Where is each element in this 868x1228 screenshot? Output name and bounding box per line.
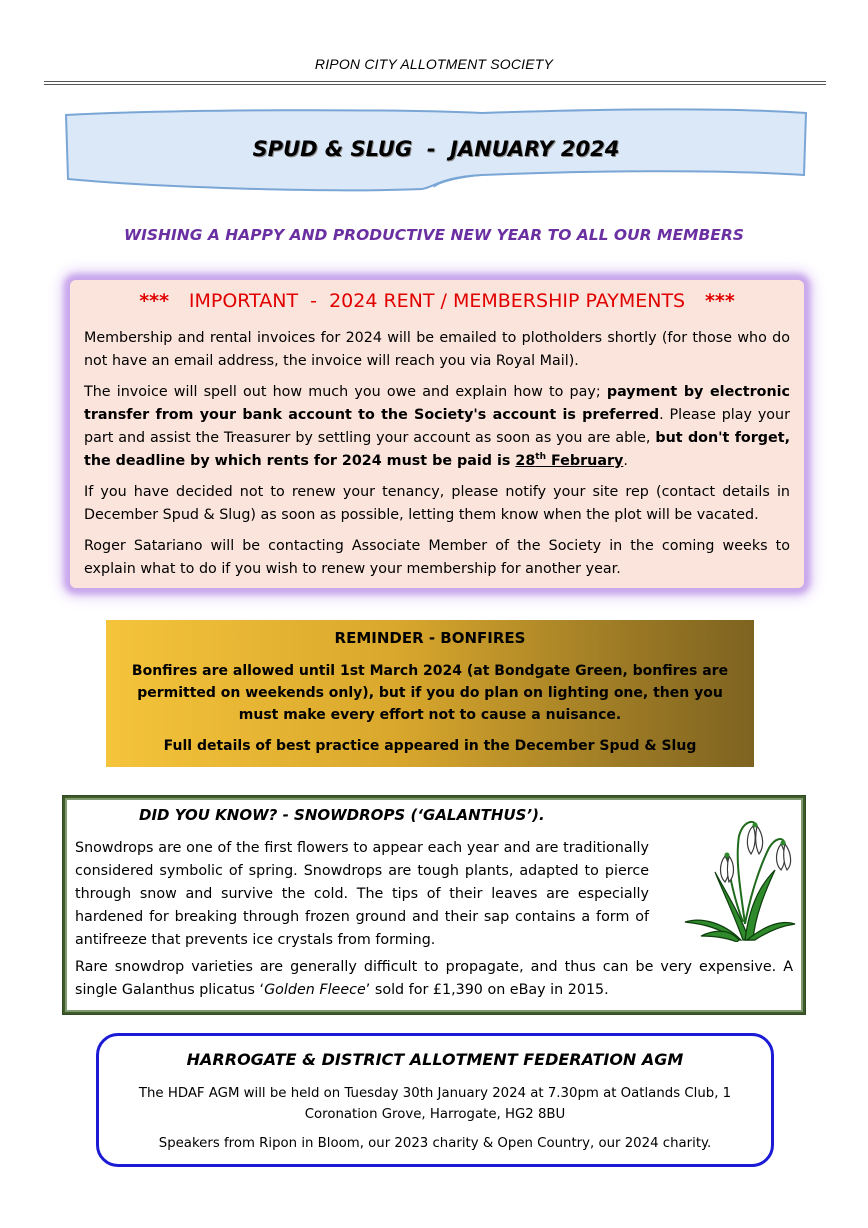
payment-text: The invoice will spell out how much you owe and explain how to pay; (84, 384, 607, 400)
important-body (84, 327, 790, 589)
important-heading (70, 290, 804, 312)
newsletter-banner (62, 105, 810, 195)
hdaf-agm-box (96, 1033, 774, 1167)
associate-paragraph: Roger Satariano will be contacting Associate Member of the Society in the coming weeks to explain what to do if you wish to renew your membership for another year. (84, 538, 790, 577)
treasurer-text: . Please play your part and assist the Treasurer by settling your account as soon as you are able, (84, 407, 790, 446)
sale-price-text: ’ sold for £1,390 on eBay in 2015. (365, 982, 609, 998)
bonfire-reminder-box (106, 620, 754, 767)
snowdrops-title: DID YOU KNOW? - SNOWDROPS (‘GALANTHUS’). (139, 806, 545, 824)
payment-paragraph (84, 381, 790, 473)
snowdrop-icon (683, 812, 797, 942)
deadline-day: 28 (515, 453, 536, 469)
important-title: IMPORTANT - 2024 RENT / MEMBERSHIP PAYMENTS (188, 290, 686, 312)
bonfire-rules: Bonfires are allowed until 1st March 2024 (at Bondgate Green, bonfires are permitted on weekends only), but if you do plan on lighting one, then you must make every effort not to cause a nuisance. (131, 663, 729, 723)
deadline-suffix: th (535, 452, 546, 463)
deadline-month: February (546, 453, 624, 469)
snowdrops-paragraph: Snowdrops are one of the first flowers to appear each year and are traditionally considered symbolic of spring. Snowdrops are tough plants, adapted to pierce through snow and survive the cold. The tips of their leaves are especially hardened for breaking through frozen ground and their sap contains a form of antifreeze that prevents ice crystals from forming. (75, 840, 649, 948)
society-header: RIPON CITY ALLOTMENT SOCIETY (314, 56, 554, 72)
bonfire-details: Full details of best practice appeared in the December Spud & Slug (163, 738, 697, 754)
newsletter-title: SPUD & SLUG - JANUARY 2024 (252, 137, 620, 161)
deadline-date (515, 453, 623, 469)
bonfire-body (120, 660, 740, 766)
rare-varieties-text: Rare snowdrop varieties are generally difficult to propagate, and thus can be very expensive. A single Galanthus plicatus ‘ (75, 959, 793, 998)
new-year-greeting: WISHING A HAPPY AND PRODUCTIVE NEW YEAR TO ALL OUR MEMBERS (124, 226, 744, 244)
hdaf-title: HARROGATE & DISTRICT ALLOTMENT FEDERATION AGM (186, 1050, 684, 1069)
deadline-lead: but don't forget, the deadline by which rents for 2024 must be paid is (84, 430, 791, 469)
agm-speakers: Speakers from Ripon in Bloom, our 2023 charity & Open Country, our 2024 charity. (158, 1136, 712, 1151)
header-rule-top (44, 81, 826, 82)
important-payments-box (70, 280, 804, 588)
heading-stars-right: *** (704, 290, 735, 312)
header-rule-bottom (44, 84, 826, 85)
heading-stars-left: *** (139, 290, 170, 312)
bonfire-title: REMINDER - BONFIRES (334, 629, 526, 647)
payment-preferred: payment by electronic transfer from your bank account to the Society's account is preferred (84, 384, 791, 423)
tenancy-paragraph: If you have decided not to renew your tenancy, please notify your site rep (contact details in December Spud & Slug) as soon as possible, letting them know when the plot will be vacated. (84, 484, 790, 523)
snowdrops-box (63, 796, 805, 1014)
invoice-paragraph: Membership and rental invoices for 2024 will be emailed to plotholders shortly (for those who do not have an email address, the invoice will reach you via Royal Mail). (84, 330, 790, 369)
deadline-end: . (623, 453, 628, 469)
agm-details: The HDAF AGM will be held on Tuesday 30th January 2024 at 7.30pm at Oatlands Club, 1 Coronation Grove, Harrogate, HG2 8BU (138, 1086, 732, 1122)
variety-name: Golden Fleece (264, 982, 366, 998)
golden-fleece-paragraph (75, 956, 793, 1002)
